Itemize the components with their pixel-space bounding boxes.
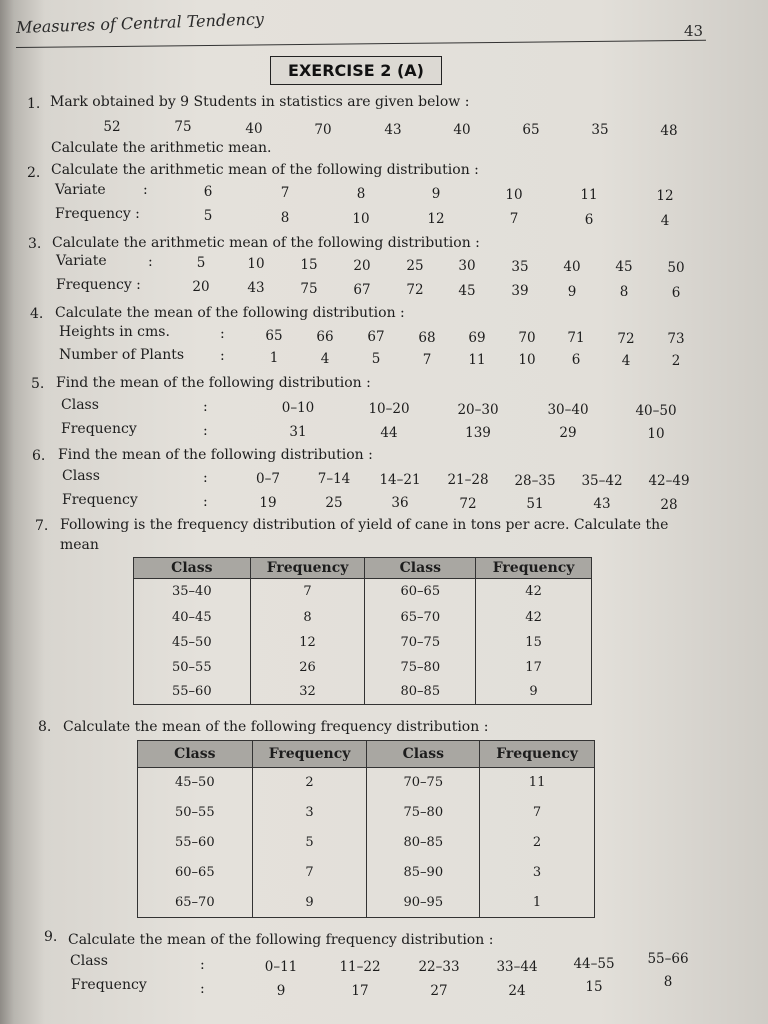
question-number: 1. xyxy=(27,96,41,112)
value-cell: 5 xyxy=(371,351,381,367)
question-text: Calculate the mean of the following distribution : xyxy=(55,305,405,321)
table-cell: 17 xyxy=(476,655,592,680)
table-cell: 80–85 xyxy=(365,680,476,705)
question-number: 8. xyxy=(38,719,52,735)
value-cell: 33–44 xyxy=(496,959,538,975)
header-frequency: Frequency xyxy=(480,741,595,768)
value-cell: 19 xyxy=(259,495,277,511)
value-cell: 21–28 xyxy=(447,472,489,488)
value-cell: 11 xyxy=(468,352,486,368)
value-cell: 10–20 xyxy=(368,401,410,417)
value-cell: 4 xyxy=(621,353,631,369)
value-cell: 12 xyxy=(656,188,674,204)
row-label: Variate xyxy=(55,182,106,198)
table-cell: 15 xyxy=(476,630,592,655)
value-cell: 31 xyxy=(289,424,307,440)
value-cell: 42–49 xyxy=(648,473,690,489)
value-cell: 10 xyxy=(518,352,536,368)
value-cell: 51 xyxy=(526,496,544,512)
value-cell: 65 xyxy=(265,328,283,344)
value-cell: 44–55 xyxy=(573,956,615,972)
row-separator: : xyxy=(148,254,153,270)
table-cell: 80–85 xyxy=(367,828,480,858)
exercise-title: EXERCISE 2 (A) xyxy=(270,56,442,85)
question-text: Find the mean of the following distribution : xyxy=(58,447,373,463)
question-text: Mark obtained by 9 Students in statistics are given below : xyxy=(50,94,470,110)
value-cell: 0–11 xyxy=(264,959,298,975)
table-row xyxy=(138,798,595,828)
table-cell: 9 xyxy=(252,888,367,918)
table-row xyxy=(138,858,595,888)
value-cell: 72 xyxy=(459,496,477,512)
table-cell: 50–55 xyxy=(134,655,251,680)
value-cell: 69 xyxy=(468,330,486,346)
question-number: 9. xyxy=(44,929,58,945)
value-cell: 6 xyxy=(671,285,681,301)
value-cell: 66 xyxy=(316,329,334,345)
value-cell: 40 xyxy=(245,121,263,137)
question-number: 5. xyxy=(31,376,45,392)
value-cell: 6 xyxy=(571,352,581,368)
table-cell: 55–60 xyxy=(138,828,253,858)
value-cell: 4 xyxy=(660,213,670,229)
value-cell: 17 xyxy=(351,983,369,999)
value-cell: 0–7 xyxy=(256,471,280,487)
header-class: Class xyxy=(134,558,251,579)
table-cell: 8 xyxy=(250,605,365,630)
value-cell: 5 xyxy=(196,255,206,271)
question-text-continued: mean xyxy=(60,537,99,553)
question-number: 2. xyxy=(27,165,41,181)
table-cell: 85–90 xyxy=(367,858,480,888)
value-cell: 25 xyxy=(325,495,343,511)
value-cell: 7 xyxy=(280,185,290,201)
header-class: Class xyxy=(365,558,476,579)
value-cell: 39 xyxy=(511,283,529,299)
value-cell: 4 xyxy=(320,351,330,367)
value-cell: 71 xyxy=(567,330,585,346)
table-cell: 75–80 xyxy=(367,798,480,828)
table-row xyxy=(138,768,595,798)
table-row xyxy=(134,605,592,630)
table-row xyxy=(134,680,592,705)
row-label: Frequency : xyxy=(55,206,140,222)
row-label: Frequency xyxy=(71,977,147,993)
row-separator: : xyxy=(220,326,225,342)
row-label: Number of Plants xyxy=(59,347,185,363)
header-class: Class xyxy=(138,741,253,768)
value-cell: 8 xyxy=(619,284,629,300)
table-cell: 42 xyxy=(476,605,592,630)
table-row xyxy=(138,888,595,918)
table-cell: 35–40 xyxy=(134,579,251,605)
row-separator: : xyxy=(143,182,148,198)
value-cell: 10 xyxy=(505,187,523,203)
table-cell: 1 xyxy=(480,888,595,918)
table-cell: 7 xyxy=(252,858,367,888)
value-cell: 70 xyxy=(314,122,332,138)
question-text: Following is the frequency distribution of yield of cane in tons per acre. Calculate the xyxy=(60,517,669,533)
table-cell: 42 xyxy=(476,579,592,605)
value-cell: 9 xyxy=(431,186,441,202)
value-cell: 8 xyxy=(280,210,290,226)
value-cell: 73 xyxy=(667,331,685,347)
value-cell: 28–35 xyxy=(514,473,556,489)
row-label: Variate xyxy=(56,253,107,269)
value-cell: 43 xyxy=(384,122,402,138)
table-cell: 75–80 xyxy=(365,655,476,680)
header-class: Class xyxy=(367,741,480,768)
value-cell: 11–22 xyxy=(339,959,381,975)
value-cell: 7–14 xyxy=(317,471,351,487)
table-cell: 60–65 xyxy=(365,579,476,605)
table-cell: 7 xyxy=(480,798,595,828)
value-cell: 15 xyxy=(585,979,603,995)
value-cell: 15 xyxy=(300,257,318,273)
page-number: 43 xyxy=(684,22,704,40)
table-cell: 70–75 xyxy=(365,630,476,655)
value-cell: 52 xyxy=(103,119,121,135)
value-cell: 20 xyxy=(353,258,371,274)
value-cell: 20 xyxy=(192,279,210,295)
table-cell: 7 xyxy=(250,579,365,605)
table-cell: 3 xyxy=(480,858,595,888)
value-cell: 30–40 xyxy=(547,402,589,418)
value-cell: 6 xyxy=(203,184,213,200)
header-frequency: Frequency xyxy=(252,741,367,768)
row-separator: : xyxy=(203,470,208,486)
value-cell: 35–42 xyxy=(581,473,623,489)
table-cell: 90–95 xyxy=(367,888,480,918)
question-text: Calculate the arithmetic mean of the following distribution : xyxy=(51,162,479,178)
question-number: 4. xyxy=(30,306,44,322)
value-cell: 0–10 xyxy=(281,400,315,416)
row-separator: : xyxy=(220,348,225,364)
value-cell: 10 xyxy=(647,426,665,442)
row-separator: : xyxy=(200,957,205,973)
table-cell: 3 xyxy=(252,798,367,828)
value-cell: 45 xyxy=(615,259,633,275)
header-frequency: Frequency xyxy=(476,558,592,579)
table-cell: 60–65 xyxy=(138,858,253,888)
table-cell: 65–70 xyxy=(365,605,476,630)
row-separator: : xyxy=(203,494,208,510)
value-cell: 55–66 xyxy=(647,951,689,967)
table-row xyxy=(134,655,592,680)
frequency-table xyxy=(137,740,595,918)
yield-frequency-table xyxy=(133,557,592,705)
value-cell: 43 xyxy=(593,496,611,512)
table-cell: 26 xyxy=(250,655,365,680)
table-cell: 5 xyxy=(252,828,367,858)
value-cell: 28 xyxy=(660,497,678,513)
table-cell: 50–55 xyxy=(138,798,253,828)
value-cell: 5 xyxy=(203,208,213,224)
value-cell: 20–30 xyxy=(457,402,499,418)
value-cell: 65 xyxy=(522,122,540,138)
value-cell: 72 xyxy=(617,331,635,347)
table-cell: 12 xyxy=(250,630,365,655)
value-cell: 24 xyxy=(508,983,526,999)
value-cell: 7 xyxy=(422,352,432,368)
row-separator: : xyxy=(203,399,208,415)
table-cell: 55–60 xyxy=(134,680,251,705)
running-title: Measures of Central Tendency xyxy=(15,9,265,37)
question-followup: Calculate the arithmetic mean. xyxy=(51,140,272,156)
value-cell: 14–21 xyxy=(379,472,421,488)
table-cell: 11 xyxy=(480,768,595,798)
table-cell: 65–70 xyxy=(138,888,253,918)
question-number: 3. xyxy=(28,236,42,252)
value-cell: 68 xyxy=(418,330,436,346)
value-cell: 10 xyxy=(352,211,370,227)
header-frequency: Frequency xyxy=(250,558,365,579)
value-cell: 75 xyxy=(174,119,192,135)
question-text: Calculate the arithmetic mean of the following distribution : xyxy=(52,235,480,251)
table-cell: 70–75 xyxy=(367,768,480,798)
table-cell: 45–50 xyxy=(138,768,253,798)
table-row xyxy=(134,579,592,605)
value-cell: 7 xyxy=(509,211,519,227)
value-cell: 29 xyxy=(559,425,577,441)
value-cell: 50 xyxy=(667,260,685,276)
value-cell: 67 xyxy=(367,329,385,345)
value-cell: 12 xyxy=(427,211,445,227)
row-separator: : xyxy=(203,423,208,439)
value-cell: 45 xyxy=(458,283,476,299)
value-cell: 48 xyxy=(660,123,678,139)
value-cell: 10 xyxy=(247,256,265,272)
value-cell: 70 xyxy=(518,330,536,346)
row-label: Frequency xyxy=(61,421,137,437)
header-rule xyxy=(16,40,706,48)
value-cell: 30 xyxy=(458,258,476,274)
table-cell: 45–50 xyxy=(134,630,251,655)
table-cell: 40–45 xyxy=(134,605,251,630)
question-number: 7. xyxy=(35,518,49,534)
value-cell: 44 xyxy=(380,425,398,441)
table-row xyxy=(138,828,595,858)
row-label: Class xyxy=(62,468,100,484)
row-label: Frequency : xyxy=(56,277,141,293)
value-cell: 40 xyxy=(453,122,471,138)
table-cell: 9 xyxy=(476,680,592,705)
value-cell: 67 xyxy=(353,282,371,298)
value-cell: 22–33 xyxy=(418,959,460,975)
row-label: Frequency xyxy=(62,492,138,508)
value-cell: 43 xyxy=(247,280,265,296)
value-cell: 72 xyxy=(406,282,424,298)
value-cell: 35 xyxy=(591,122,609,138)
value-cell: 139 xyxy=(465,425,491,441)
table-row xyxy=(134,630,592,655)
value-cell: 36 xyxy=(391,495,409,511)
value-cell: 40 xyxy=(563,259,581,275)
table-cell: 2 xyxy=(480,828,595,858)
value-cell: 9 xyxy=(276,983,286,999)
value-cell: 75 xyxy=(300,281,318,297)
table-cell: 2 xyxy=(252,768,367,798)
question-text: Calculate the mean of the following frequency distribution : xyxy=(68,932,494,948)
value-cell: 25 xyxy=(406,258,424,274)
row-label: Class xyxy=(70,953,108,969)
question-text: Calculate the mean of the following frequency distribution : xyxy=(63,719,489,735)
value-cell: 2 xyxy=(671,353,681,369)
value-cell: 9 xyxy=(567,284,577,300)
question-number: 6. xyxy=(32,448,46,464)
question-text: Find the mean of the following distribution : xyxy=(56,375,371,391)
row-label: Heights in cms. xyxy=(59,324,170,340)
row-separator: : xyxy=(200,981,205,997)
value-cell: 6 xyxy=(584,212,594,228)
value-cell: 8 xyxy=(663,974,673,990)
value-cell: 27 xyxy=(430,983,448,999)
value-cell: 11 xyxy=(580,187,598,203)
table-cell: 32 xyxy=(250,680,365,705)
value-cell: 40–50 xyxy=(635,403,677,419)
value-cell: 1 xyxy=(269,350,279,366)
value-cell: 8 xyxy=(356,186,366,202)
row-label: Class xyxy=(61,397,99,413)
value-cell: 35 xyxy=(511,259,529,275)
